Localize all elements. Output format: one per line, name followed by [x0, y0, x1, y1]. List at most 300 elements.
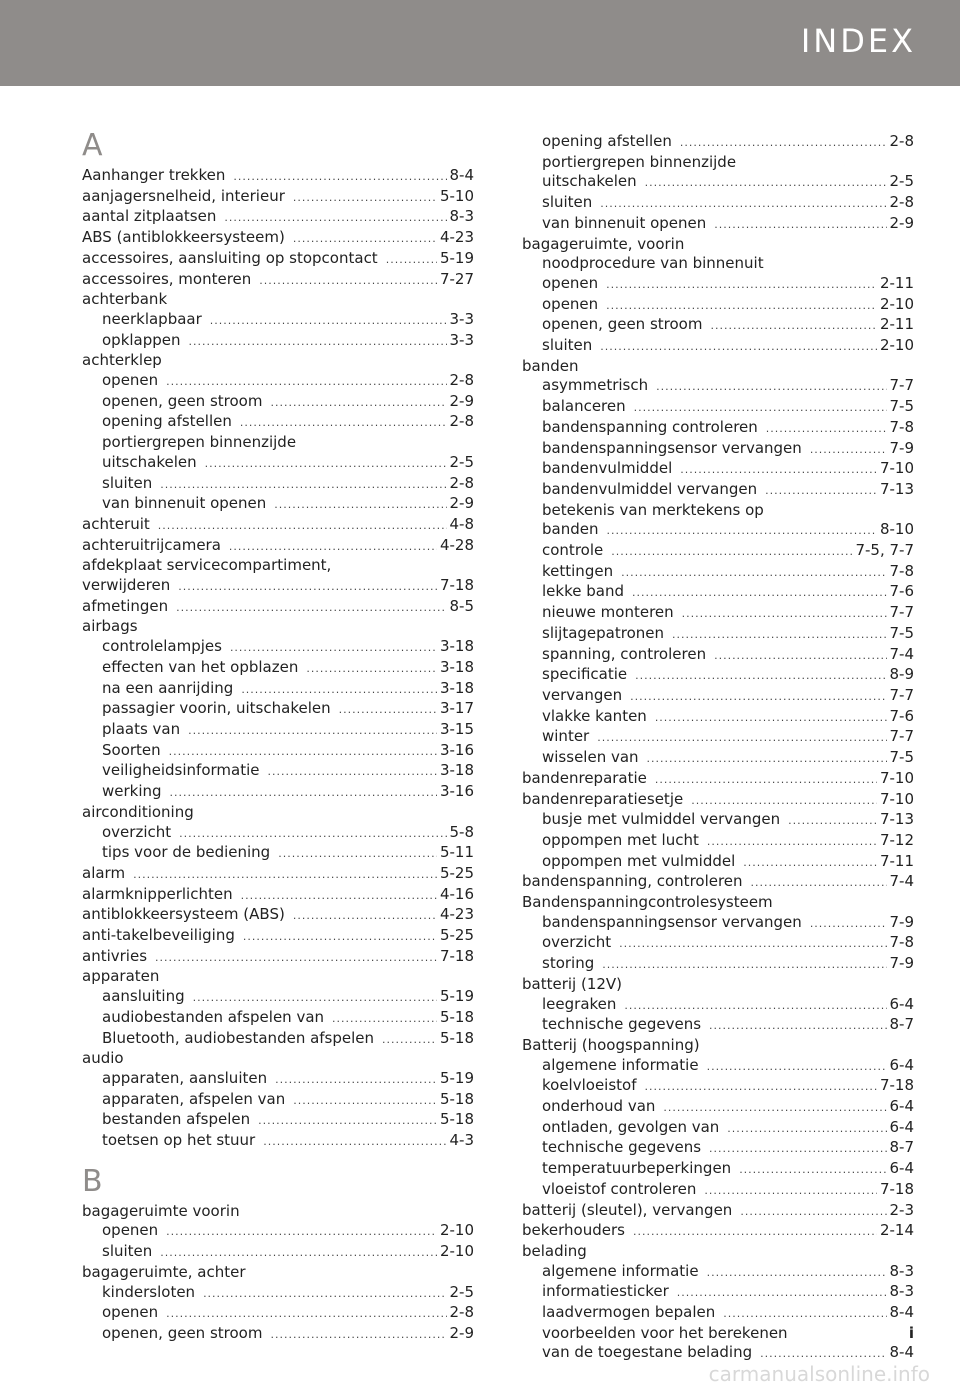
dot-leader: [766, 419, 887, 439]
dot-leader: [645, 1077, 877, 1097]
dot-leader: [268, 762, 437, 782]
entry-term: algemene informatie: [542, 1055, 699, 1074]
index-subentry: [82, 474, 474, 495]
entry-term: aansluiting: [102, 987, 185, 1006]
dot-leader: [243, 927, 437, 947]
index-heading: audio: [82, 1049, 124, 1068]
entry-term: sluiten: [102, 1242, 153, 1261]
entry-term: bandenvulmiddel: [542, 459, 673, 478]
index-subentry: [522, 439, 914, 460]
index-subentry: [82, 1029, 474, 1050]
entry-term: ontladen, gevolgen van: [542, 1117, 720, 1136]
entry-page-ref: 5-18: [439, 1028, 474, 1047]
entry-term: afmetingen: [82, 596, 169, 615]
entry-term: openen, geen stroom: [102, 391, 263, 410]
dot-leader: [382, 1030, 437, 1050]
entry-page-ref: 5-19: [439, 248, 474, 267]
entry-page-ref: 2-3: [889, 1200, 914, 1219]
dot-leader: [188, 721, 437, 741]
entry-page-ref: 2-10: [879, 294, 914, 313]
entry-page-ref: 7-10: [879, 768, 914, 787]
entry-term: lekke band: [542, 582, 624, 601]
dot-leader: [723, 1304, 886, 1324]
index-subentry: [522, 336, 914, 357]
index-subentry: [82, 310, 474, 331]
index-subentry: [82, 1110, 474, 1131]
dot-leader: [158, 516, 447, 536]
index-subentry: [82, 1221, 474, 1242]
entry-term: specificatie: [542, 665, 628, 684]
index-subentry: [522, 132, 914, 153]
entry-page-ref: 7-5, 7-7: [855, 541, 914, 560]
entry-term: alarmknipperlichten: [82, 884, 233, 903]
entry-page-ref: 6-4: [889, 994, 914, 1013]
entry-term: bestanden afspelen: [102, 1110, 251, 1129]
section-letter: A: [82, 128, 103, 163]
entry-page-ref: 8-7: [889, 1138, 914, 1157]
dot-leader: [166, 372, 446, 392]
entry-page-ref: 8-5: [449, 596, 474, 615]
dot-leader: [270, 393, 446, 413]
index-entry: [82, 885, 474, 906]
entry-page-ref: 2-8: [449, 473, 474, 492]
index-subentry: [522, 1015, 914, 1036]
entry-term: passagier voorin, uitschakelen: [102, 699, 331, 718]
dot-leader: [166, 1222, 437, 1242]
dot-leader: [680, 460, 877, 480]
index-entry: [522, 790, 914, 811]
index-subentry: [522, 376, 914, 397]
entry-term: veiligheidsinformatie: [102, 761, 260, 780]
entry-page-ref: 7-7: [889, 727, 914, 746]
index-subentry: [522, 1097, 914, 1118]
index-subheading: portiergrepen binnenzijde: [102, 433, 297, 452]
entry-term: verwijderen: [82, 576, 171, 595]
dot-leader: [704, 1181, 877, 1201]
entry-term: van binnenuit openen: [102, 494, 267, 513]
entry-term: aanjagersnelheid, interieur: [82, 186, 285, 205]
index-subentry: [522, 541, 914, 562]
index-subheading: betekenis van merktekens op: [542, 500, 764, 519]
entry-term: overzicht: [102, 822, 172, 841]
dot-leader: [339, 700, 437, 720]
entry-page-ref: 7-6: [889, 706, 914, 725]
index-subentry: [82, 1069, 474, 1090]
entry-page-ref: 3-18: [439, 657, 474, 676]
dot-leader: [621, 563, 886, 583]
entry-page-ref: 7-6: [889, 582, 914, 601]
dot-leader: [788, 811, 877, 831]
dot-leader: [189, 332, 447, 352]
entry-page-ref: 7-18: [439, 576, 474, 595]
index-entry: [82, 576, 474, 597]
entry-page-ref: 8-4: [889, 1303, 914, 1322]
dot-leader: [635, 666, 886, 686]
entry-term: accessoires, aansluiting op stopcontact: [82, 248, 378, 267]
index-entry: [82, 536, 474, 557]
entry-page-ref: 7-7: [889, 376, 914, 395]
index-subentry: [522, 1056, 914, 1077]
index-subentry: [522, 748, 914, 769]
dot-leader: [278, 844, 437, 864]
entry-page-ref: 4-16: [439, 884, 474, 903]
index-heading: airconditioning: [82, 802, 194, 821]
index-subentry: [522, 686, 914, 707]
entry-term: effecten van het opblazen: [102, 657, 299, 676]
entry-term: ABS (antiblokkeersysteem): [82, 228, 285, 247]
index-subentry: [522, 852, 914, 873]
entry-page-ref: 8-10: [879, 520, 914, 539]
entry-term: sluiten: [102, 473, 153, 492]
entry-page-ref: 2-9: [449, 1323, 474, 1342]
entry-page-ref: 2-8: [889, 132, 914, 150]
entry-page-ref: 3-18: [439, 637, 474, 656]
index-subentry: [82, 1324, 474, 1345]
entry-term: overzicht: [542, 933, 612, 952]
index-subentry: [522, 831, 914, 852]
entry-term: tips voor de bediening: [102, 843, 271, 862]
entry-term: vervangen: [542, 685, 623, 704]
entry-term: opening afstellen: [102, 412, 232, 431]
entry-page-ref: 7-7: [889, 685, 914, 704]
index-title: INDEX: [800, 22, 916, 60]
entry-page-ref: 7-5: [889, 397, 914, 416]
entry-term: kindersloten: [102, 1282, 196, 1301]
dot-leader: [597, 728, 886, 748]
entry-page-ref: 6-4: [889, 1117, 914, 1136]
index-subentry: [522, 214, 914, 235]
dot-leader: [710, 316, 876, 336]
entry-page-ref: 3-18: [439, 761, 474, 780]
entry-page-ref: 3-18: [439, 678, 474, 697]
index-subentry: [82, 392, 474, 413]
index-entry: [82, 228, 474, 249]
entry-page-ref: 2-8: [449, 371, 474, 390]
dot-leader: [682, 604, 887, 624]
entry-page-ref: 2-9: [449, 494, 474, 513]
page-number: i: [908, 1324, 914, 1342]
entry-term: oppompen met vulmiddel: [542, 851, 736, 870]
dot-leader: [386, 250, 437, 270]
dot-leader: [169, 742, 437, 762]
entry-term: achteruit: [82, 514, 150, 533]
dot-leader: [810, 440, 887, 460]
dot-leader: [210, 311, 447, 331]
index-subentry: [522, 727, 914, 748]
entry-page-ref: 7-18: [879, 1179, 914, 1198]
index-subentry: [522, 172, 914, 193]
entry-page-ref: 7-18: [879, 1076, 914, 1095]
dot-leader: [258, 1111, 437, 1131]
dot-leader: [293, 229, 437, 249]
index-heading: achterbank: [82, 290, 168, 309]
entry-term: plaats van: [102, 719, 181, 738]
index-heading: airbags: [82, 617, 138, 636]
entry-term: bekerhouders: [522, 1221, 625, 1240]
index-subentry: [522, 397, 914, 418]
dot-leader: [740, 1202, 886, 1222]
entry-term: uitschakelen: [102, 452, 197, 471]
entry-term: opklappen: [102, 330, 181, 349]
dot-leader: [133, 865, 437, 885]
entry-page-ref: 8-9: [889, 665, 914, 684]
entry-page-ref: 3-3: [449, 330, 474, 349]
dot-leader: [274, 495, 446, 515]
entry-term: toetsen op het stuur: [102, 1131, 256, 1150]
index-heading: apparaten: [82, 967, 160, 986]
index-subentry: [82, 761, 474, 782]
entry-page-ref: 3-3: [449, 309, 474, 328]
index-entry: [82, 270, 474, 291]
dot-leader: [655, 708, 887, 728]
entry-term: openen: [102, 371, 159, 390]
entry-page-ref: 7-27: [439, 269, 474, 288]
index-subentry: [522, 315, 914, 336]
entry-page-ref: 7-4: [889, 872, 914, 891]
index-subentry: [82, 1303, 474, 1324]
index-entry: [82, 166, 474, 187]
entry-page-ref: 2-11: [879, 273, 914, 292]
entry-term: audiobestanden afspelen van: [102, 1007, 325, 1026]
entry-page-ref: 7-8: [889, 417, 914, 436]
dot-leader: [233, 167, 446, 187]
entry-term: van binnenuit openen: [542, 213, 707, 232]
dot-leader: [241, 886, 437, 906]
index-subentry: [82, 371, 474, 392]
entry-term: vlakke kanten: [542, 706, 647, 725]
entry-page-ref: 2-8: [449, 412, 474, 431]
index-heading: Batterij (hoogspanning): [522, 1035, 700, 1054]
dot-leader: [632, 583, 887, 603]
dot-leader: [765, 481, 877, 501]
entry-term: Aanhanger trekken: [82, 166, 226, 184]
entry-page-ref: 5-25: [439, 863, 474, 882]
entry-page-ref: 2-5: [889, 172, 914, 191]
entry-term: bandenreparatiesetje: [522, 789, 684, 808]
index-subentry: [522, 562, 914, 583]
index-subentry: [82, 679, 474, 700]
index-entry: [82, 187, 474, 208]
entry-term: Bluetooth, audiobestanden afspelen: [102, 1028, 375, 1047]
entry-term: openen: [102, 1221, 159, 1240]
index-entry: [82, 864, 474, 885]
dot-leader: [293, 188, 437, 208]
entry-term: controle: [542, 541, 604, 560]
index-subentry: [522, 418, 914, 439]
entry-term: leegraken: [542, 994, 617, 1013]
dot-leader: [672, 625, 887, 645]
index-heading: afdekplaat servicecompartiment,: [82, 556, 332, 575]
dot-leader: [606, 275, 877, 295]
index-entry: [82, 905, 474, 926]
dot-leader: [166, 1304, 446, 1324]
index-subentry: [522, 274, 914, 295]
entry-page-ref: 2-5: [449, 452, 474, 471]
dot-leader: [179, 824, 446, 844]
entry-page-ref: 8-7: [889, 1015, 914, 1034]
dot-leader: [263, 1132, 446, 1152]
entry-page-ref: 7-9: [889, 912, 914, 931]
dot-leader: [176, 598, 446, 618]
index-subentry: [522, 1180, 914, 1201]
entry-term: antiblokkeersysteem (ABS): [82, 905, 285, 924]
dot-leader: [743, 853, 877, 873]
index-subentry: [522, 624, 914, 645]
dot-leader: [224, 208, 446, 228]
dot-leader: [647, 749, 887, 769]
entry-page-ref: 7-5: [889, 623, 914, 642]
entry-term: achteruitrijcamera: [82, 535, 221, 554]
index-subentry: [522, 913, 914, 934]
entry-term: openen: [542, 294, 599, 313]
dot-leader: [655, 770, 877, 790]
index-subheading: noodprocedure van binnenuit: [542, 254, 764, 273]
dot-leader: [275, 1070, 437, 1090]
index-subentry: [522, 295, 914, 316]
entry-term: apparaten, aansluiten: [102, 1068, 268, 1087]
index-heading: achterklep: [82, 351, 162, 370]
entry-term: onderhoud van: [542, 1097, 656, 1116]
entry-page-ref: 7-13: [879, 479, 914, 498]
dot-leader: [155, 948, 437, 968]
index-heading: belading: [522, 1241, 587, 1260]
index-subentry: [82, 494, 474, 515]
entry-page-ref: 4-28: [439, 535, 474, 554]
entry-page-ref: 7-5: [889, 748, 914, 767]
index-subentry: [522, 193, 914, 214]
entry-page-ref: 2-11: [879, 315, 914, 334]
dot-leader: [600, 337, 877, 357]
index-subentry: [82, 1283, 474, 1304]
dot-leader: [205, 454, 447, 474]
dot-leader: [634, 398, 887, 418]
entry-page-ref: 2-5: [449, 1282, 474, 1301]
entry-term: storing: [542, 954, 595, 973]
index-heading: Bandenspanningcontrolesysteem: [522, 893, 773, 912]
dot-leader: [229, 537, 437, 557]
entry-page-ref: 3-16: [439, 782, 474, 801]
entry-page-ref: 8-3: [889, 1282, 914, 1301]
entry-term: bandenreparatie: [522, 768, 647, 787]
dot-leader: [707, 1057, 887, 1077]
index-subentry: [82, 331, 474, 352]
dot-leader: [259, 271, 437, 291]
entry-term: openen, geen stroom: [542, 315, 703, 334]
dot-leader: [600, 194, 886, 214]
index-subentry: [82, 720, 474, 741]
entry-term: kettingen: [542, 561, 614, 580]
index-subheading: voorbeelden voor het berekenen: [542, 1323, 788, 1342]
entry-page-ref: 5-10: [439, 186, 474, 205]
dot-leader: [707, 832, 877, 852]
dot-leader: [203, 1284, 446, 1304]
index-subentry: [522, 645, 914, 666]
dot-leader: [240, 413, 447, 433]
entry-term: bandenspanning controleren: [542, 417, 758, 436]
entry-page-ref: 7-10: [879, 459, 914, 478]
entry-term: nieuwe monteren: [542, 603, 674, 622]
dot-leader: [680, 133, 887, 153]
entry-term: na een aanrijding: [102, 678, 234, 697]
entry-page-ref: 2-8: [889, 193, 914, 212]
index-subentry: [522, 954, 914, 975]
dot-leader: [270, 1325, 446, 1345]
entry-page-ref: 5-11: [439, 843, 474, 862]
entry-page-ref: 5-18: [439, 1089, 474, 1108]
index-entry: [82, 597, 474, 618]
entry-page-ref: 3-17: [439, 699, 474, 718]
entry-page-ref: 2-9: [889, 213, 914, 232]
index-entry: [522, 1221, 914, 1242]
index-subentry: [82, 658, 474, 679]
index-subentry: [522, 603, 914, 624]
entry-term: spanning, controleren: [542, 644, 707, 663]
dot-leader: [810, 914, 887, 934]
index-subentry: [82, 699, 474, 720]
entry-page-ref: 6-4: [889, 1159, 914, 1178]
entry-term: sluiten: [542, 336, 593, 355]
index-heading: bagageruimte, voorin: [522, 234, 685, 253]
index-subentry: [522, 1282, 914, 1303]
index-column-right: [522, 132, 914, 1364]
index-subentry: [522, 1076, 914, 1097]
index-entry: [522, 1201, 914, 1222]
index-subentry: [522, 933, 914, 954]
entry-term: van de toegestane belading: [542, 1343, 753, 1362]
index-subheading: portiergrepen binnenzijde: [542, 152, 737, 171]
entry-term: bandenspanningsensor vervangen: [542, 912, 802, 931]
dot-leader: [624, 996, 886, 1016]
dot-leader: [193, 988, 437, 1008]
dot-leader: [606, 296, 877, 316]
dot-leader: [170, 783, 437, 803]
entry-page-ref: 4-23: [439, 905, 474, 924]
index-heading: banden: [522, 356, 579, 375]
dot-leader: [663, 1098, 886, 1118]
index-heading: bagageruimte, achter: [82, 1262, 246, 1281]
index-subentry: [82, 1090, 474, 1111]
index-subentry: [82, 1008, 474, 1029]
dot-leader: [751, 873, 887, 893]
index-subentry: [522, 707, 914, 728]
entry-term: winter: [542, 727, 590, 746]
entry-term: antivries: [82, 946, 148, 965]
entry-term: openen, geen stroom: [102, 1323, 263, 1342]
entry-page-ref: 3-16: [439, 740, 474, 759]
entry-page-ref: 5-18: [439, 1007, 474, 1026]
index-subentry: [82, 782, 474, 803]
entry-page-ref: 5-19: [439, 987, 474, 1006]
index-subentry: [522, 582, 914, 603]
dot-leader: [645, 173, 887, 193]
entry-term: bandenspanningsensor vervangen: [542, 438, 802, 457]
entry-page-ref: 7-8: [889, 561, 914, 580]
dot-leader: [709, 1139, 886, 1159]
index-subentry: [82, 453, 474, 474]
entry-page-ref: 2-14: [879, 1221, 914, 1240]
entry-term: opening afstellen: [542, 132, 672, 150]
dot-leader: [293, 1091, 437, 1111]
dot-leader: [714, 646, 886, 666]
dot-leader: [602, 955, 886, 975]
dot-leader: [332, 1009, 437, 1029]
entry-term: accessoires, monteren: [82, 269, 252, 288]
entry-page-ref: 2-10: [439, 1242, 474, 1261]
entry-term: oppompen met lucht: [542, 830, 699, 849]
index-subentry: [82, 741, 474, 762]
index-entry: [82, 249, 474, 270]
dot-leader: [606, 521, 876, 541]
